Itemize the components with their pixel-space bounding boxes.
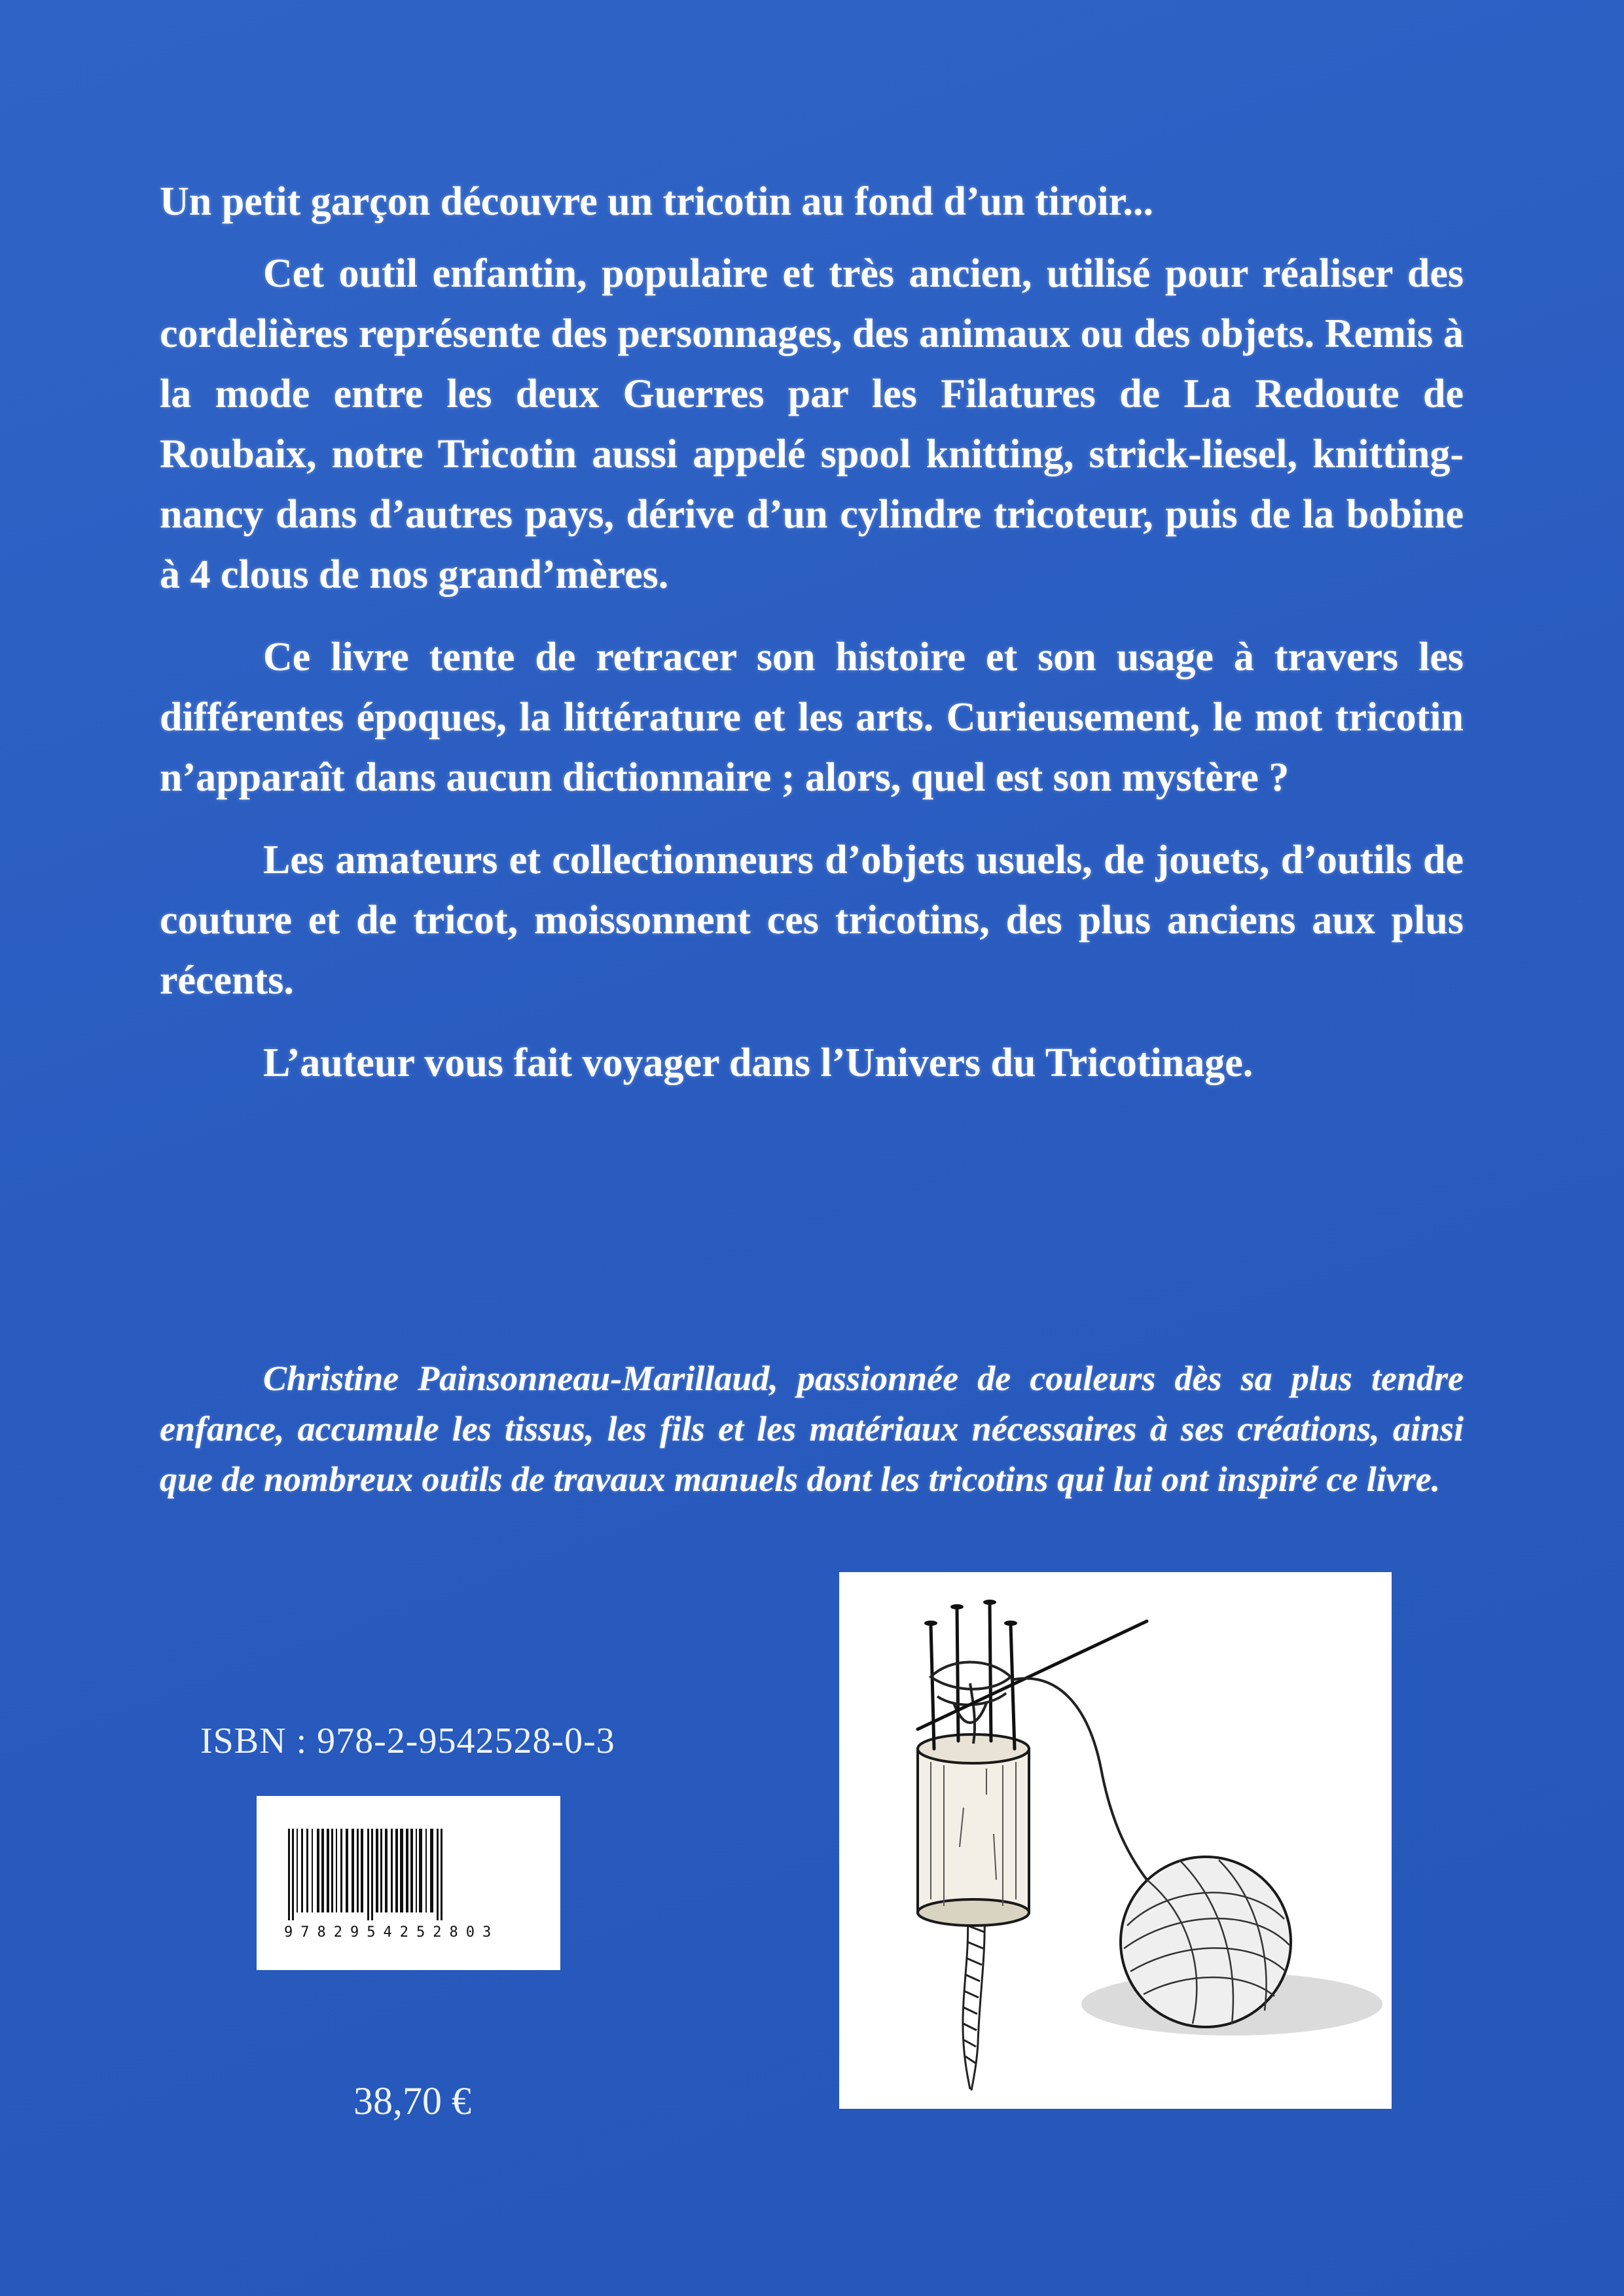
paragraph-collectors: Les amateurs et collectionneurs d’objets usuels, de jouets, d’outils de couture et de tricot, moissonnent ces tricotins, des plus anciens aux plus récents. — [160, 838, 1464, 1003]
barcode-bar — [419, 1829, 422, 1912]
paragraph-book: Ce livre tente de retracer son histoire et son usage à travers les différentes époques, la littérature et les arts. Curieusement, le mot tricotin n’apparaît dans aucun dictionnaire ; alors, quel est son mystère ? — [160, 635, 1464, 800]
barcode-bar — [371, 1829, 373, 1920]
barcode-bar — [312, 1829, 313, 1912]
barcode-bar — [441, 1829, 442, 1920]
barcode-bar — [391, 1829, 393, 1912]
barcode-bar — [385, 1829, 388, 1912]
knitting-spool-illustration — [839, 1572, 1392, 2109]
barcode-bar — [416, 1829, 417, 1912]
barcode-bar — [357, 1829, 359, 1912]
isbn: ISBN : 978-2-9542528-0-3 — [200, 1721, 615, 1761]
barcode-bar — [317, 1829, 319, 1912]
barcode-bar — [301, 1829, 303, 1912]
barcode-bar — [367, 1829, 369, 1920]
barcode-bar — [380, 1829, 382, 1912]
barcode-bar — [346, 1829, 348, 1912]
barcode-bar — [331, 1829, 333, 1912]
barcode-bar — [376, 1829, 378, 1912]
barcode-bar — [430, 1829, 433, 1912]
paragraph-history: Cet outil enfantin, populaire et très ancien, utilisé pour réaliser des cordelières représente des personnages, des animaux ou des objets. Remis à la mode entre les deux Guerres par les Filatures de La Redoute de Roubaix, notre Tricotin aussi appelé spool knitting, strick-liesel, knitting-nancy dans d’autres pays, dérive d’un cylindre tricoteur, puis de la bobine à 4 clous de nos grand’mères. — [160, 251, 1464, 597]
barcode-bar — [410, 1829, 413, 1912]
barcode-bar — [425, 1829, 427, 1912]
barcode-bar — [297, 1829, 298, 1912]
barcode-bar — [336, 1829, 337, 1912]
knitting-spool-icon — [839, 1572, 1392, 2109]
barcode-bar — [340, 1829, 342, 1912]
barcode-bar — [321, 1829, 324, 1912]
author-bio: Christine Painsonneau-Marillaud, passionnée de couleurs dès sa plus tendre enfance, accumule les tissus, les fils et les matériaux nécessaires à ses créations, ainsi que de nombreux outils de travaux manuels dont les tricotins qui lui ont inspiré ce livre. — [160, 1359, 1464, 1499]
barcode-bar — [352, 1829, 354, 1912]
barcode-bar — [400, 1829, 403, 1912]
barcode-bar — [288, 1829, 290, 1920]
blurb — [160, 171, 1464, 1093]
barcode-bar — [292, 1829, 294, 1920]
barcode-bar — [437, 1829, 439, 1920]
barcode-digits: 9782954252803 — [284, 1924, 499, 1941]
price: 38,70 € — [353, 2079, 471, 2123]
barcode-bar — [406, 1829, 408, 1912]
barcode-bar — [361, 1829, 363, 1912]
barcode — [257, 1796, 560, 1970]
intro-line: Un petit garçon découvre un tricotin au fond d’un tiroir... — [160, 179, 1153, 224]
barcode-bar — [327, 1829, 329, 1912]
barcode-icon — [285, 1829, 532, 1920]
paragraph-author-invite: L’auteur vous fait voyager dans l’Univers du Tricotinage. — [263, 1041, 1254, 1085]
barcode-bar — [306, 1829, 308, 1912]
barcode-bar — [395, 1829, 398, 1912]
